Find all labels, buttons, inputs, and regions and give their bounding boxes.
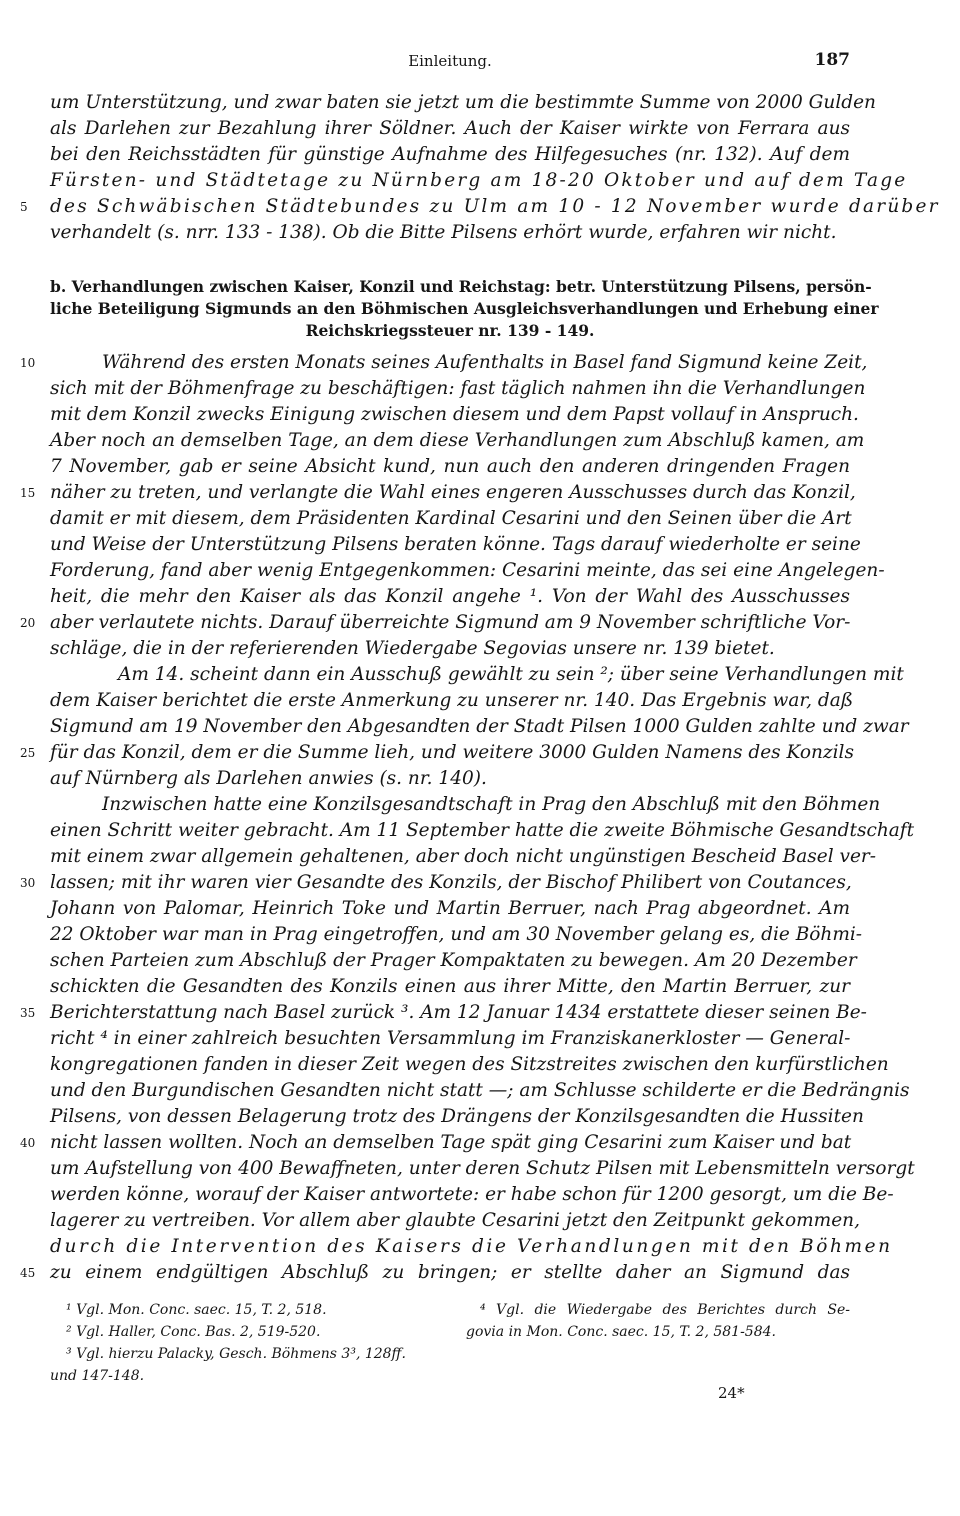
- section-heading-line: liche Beteiligung Sigmunds an den Böhmischen Ausgleichsverhandlungen und Erhebung einer: [50, 299, 879, 318]
- body-line: aber verlautete nichts. Darauf überreichte Sigmund am 9 November schriftliche Vor-: [50, 612, 851, 633]
- body-line: Aber noch an demselben Tage, an dem diese Verhandlungen zum Abschluß kamen, am: [50, 430, 865, 451]
- body-line: Johann von Palomar, Heinrich Toke und Martin Berruer, nach Prag abgeordnet. Am: [50, 898, 850, 919]
- body-line: schläge, die in der referierenden Wiedergabe Segovias unsere nr. 139 bietet.: [50, 638, 775, 659]
- body-line: Fürsten- und Städtetage zu Nürnberg am 18-20 Oktober und auf dem Tage: [50, 170, 908, 191]
- line-number: 20: [20, 616, 36, 630]
- line-number: 15: [20, 486, 36, 500]
- body-line: durch die Intervention des Kaisers die Verhandlungen mit den Böhmen: [50, 1236, 893, 1257]
- body-line: heit, die mehr den Kaiser als das Konzil angehe ¹. Von der Wahl des Ausschusses: [50, 586, 850, 607]
- body-line: als Darlehen zur Bezahlung ihrer Söldner. Auch der Kaiser wirkte von Ferrara aus: [50, 118, 850, 139]
- body-line: Während des ersten Monats seines Aufenthalts in Basel fand Sigmund keine Zeit,: [102, 352, 868, 373]
- body-line: bei den Reichsstädten für günstige Aufnahme des Hilfegesuches (nr. 132). Auf dem: [50, 144, 850, 165]
- line-number: 30: [20, 876, 36, 890]
- body-line: um Aufstellung von 400 Bewaffneten, unter deren Schutz Pilsen mit Lebensmitteln versorgt: [50, 1158, 915, 1179]
- body-line: mit einem zwar allgemein gehaltenen, aber doch nicht ungünstigen Bescheid Basel ver-: [50, 846, 876, 867]
- body-line: schen Parteien zum Abschluß der Prager Kompaktaten zu bewegen. Am 20 Dezember: [50, 950, 857, 971]
- running-title: Einleitung.: [408, 52, 492, 70]
- body-line: und Weise der Unterstützung Pilsens beraten könne. Tags darauf wiederholte er seine: [50, 534, 861, 555]
- line-number: 10: [20, 356, 36, 370]
- body-line: verhandelt (s. nrr. 133 - 138). Ob die Bitte Pilsens erhört wurde, erfahren wir nicht.: [50, 222, 837, 243]
- body-line: auf Nürnberg als Darlehen anwies (s. nr. 140).: [50, 768, 487, 789]
- body-line: Sigmund am 19 November den Abgesandten der Stadt Pilsen 1000 Gulden zahlte und zwar: [50, 716, 909, 737]
- footnote: ⁴ Vgl. die Wiedergabe des Berichtes durch Se-: [480, 1302, 850, 1318]
- body-line: Pilsens, von dessen Belagerung trotz des Drängens der Konzilsgesandten die Hussiten: [50, 1106, 864, 1127]
- footnote: govia in Mon. Conc. saec. 15, T. 2, 581-584.: [466, 1324, 776, 1340]
- body-line: nicht lassen wollten. Noch an demselben Tage spät ging Cesarini zum Kaiser und bat: [50, 1132, 852, 1153]
- body-line: sich mit der Böhmenfrage zu beschäftigen: fast täglich nahmen ihn die Verhandlungen: [50, 378, 866, 399]
- line-number: 25: [20, 746, 36, 760]
- printer-signature: 24*: [718, 1384, 745, 1402]
- body-line: lagerer zu vertreiben. Vor allem aber glaubte Cesarini jetzt den Zeitpunkt gekommen,: [50, 1210, 860, 1231]
- body-line: und den Burgundischen Gesandten nicht statt —; am Schlusse schilderte er die Bedrängnis: [50, 1080, 910, 1101]
- body-line: kongregationen fanden in dieser Zeit wegen des Sitzstreites zwischen den kurfürstlichen: [50, 1054, 889, 1075]
- section-heading-line: b. Verhandlungen zwischen Kaiser, Konzil und Reichstag: betr. Unterstützung Pilsens, persön-: [50, 277, 872, 296]
- line-number: 45: [20, 1266, 36, 1280]
- footnote: ² Vgl. Haller, Conc. Bas. 2, 519-520.: [66, 1324, 321, 1340]
- body-line: 7 November, gab er seine Absicht kund, nun auch den anderen dringenden Fragen: [50, 456, 850, 477]
- body-line: näher zu treten, und verlangte die Wahl eines engeren Ausschusses durch das Konzil,: [50, 482, 856, 503]
- body-line: für das Konzil, dem er die Summe lieh, und weitere 3000 Gulden Namens des Konzils: [50, 742, 854, 763]
- body-line: schickten die Gesandten des Konzils einen aus ihrer Mitte, den Martin Berruer, zur: [50, 976, 850, 997]
- body-line: des Schwäbischen Städtebundes zu Ulm am 10 - 12 November wurde darüber: [50, 196, 940, 217]
- body-line: werden könne, worauf der Kaiser antwortete: er habe schon für 1200 gesorgt, um die Be-: [50, 1184, 894, 1205]
- body-line: lassen; mit ihr waren vier Gesandte des Konzils, der Bischof Philibert von Coutances,: [50, 872, 852, 893]
- line-number: 40: [20, 1136, 36, 1150]
- body-line: 22 Oktober war man in Prag eingetroffen, und am 30 November gelang es, die Böhmi-: [50, 924, 863, 945]
- page-number: 187: [814, 50, 850, 70]
- body-line: zu einem endgültigen Abschluß zu bringen; er stellte daher an Sigmund das: [50, 1262, 850, 1283]
- section-heading-line: Reichskriegssteuer nr. 139 - 149.: [305, 321, 595, 340]
- body-line: Forderung, fand aber wenig Entgegenkommen: Cesarini meinte, das sei eine Angelegen-: [50, 560, 885, 581]
- footnote: und 147-148.: [50, 1368, 145, 1384]
- body-line: damit er mit diesem, dem Präsidenten Kardinal Cesarini und den Seinen über die Art: [50, 508, 852, 529]
- body-line: um Unterstützung, und zwar baten sie jetzt um die bestimmte Summe von 2000 Gulden: [50, 92, 876, 113]
- body-line: Am 14. scheint dann ein Ausschuß gewählt zu sein ²; über seine Verhandlungen mit: [118, 664, 904, 685]
- body-line: Inzwischen hatte eine Konzilsgesandtschaft in Prag den Abschluß mit den Böhmen: [102, 794, 881, 815]
- body-line: Berichterstattung nach Basel zurück ³. Am 12 Januar 1434 erstattete dieser seinen Be-: [50, 1002, 867, 1023]
- body-line: dem Kaiser berichtet die erste Anmerkung zu unserer nr. 140. Das Ergebnis war, daß: [50, 690, 854, 711]
- line-number: 35: [20, 1006, 36, 1020]
- footnote: ¹ Vgl. Mon. Conc. saec. 15, T. 2, 518.: [66, 1302, 327, 1318]
- body-line: einen Schritt weiter gebracht. Am 11 September hatte die zweite Böhmische Gesandtschaft: [50, 820, 915, 841]
- footnote: ³ Vgl. hierzu Palacky, Gesch. Böhmens 3³, 128ff.: [66, 1346, 406, 1362]
- body-line: richt ⁴ in einer zahlreich besuchten Versammlung im Franziskanerkloster — General-: [50, 1028, 851, 1049]
- page-header: [50, 52, 850, 74]
- line-number: 5: [20, 200, 28, 214]
- body-line: mit dem Konzil zwecks Einigung zwischen diesem und dem Papst vollauf in Anspruch.: [50, 404, 859, 425]
